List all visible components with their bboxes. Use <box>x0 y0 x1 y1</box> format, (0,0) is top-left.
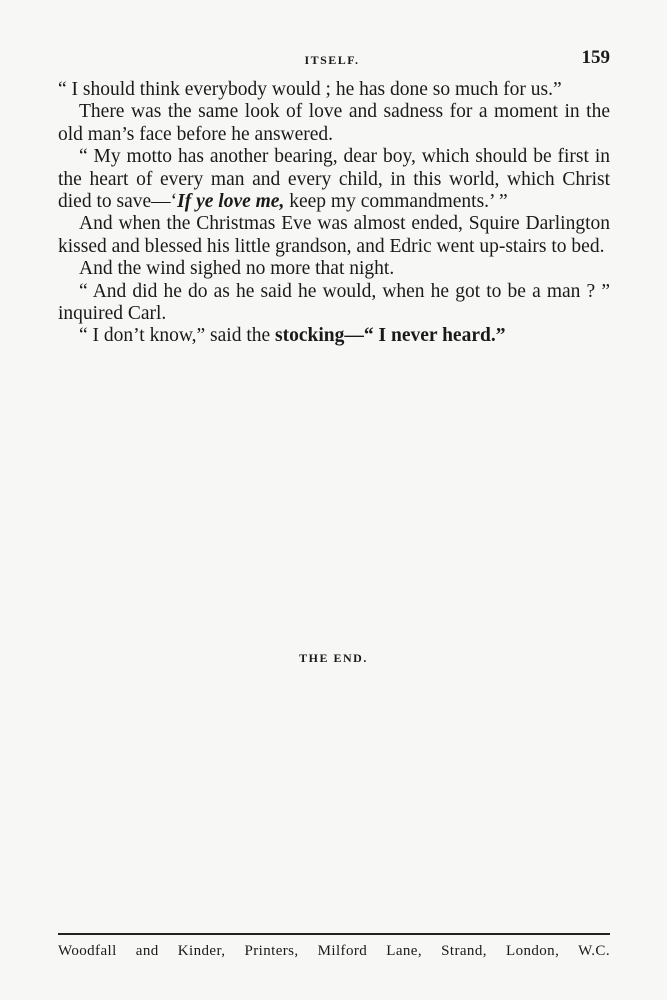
paragraph-4: And when the Christmas Eve was almost ended, Squire Darlington kissed and blessed his little grandson, and Edric went up-stairs to bed. <box>58 213 610 257</box>
paragraph-6: “ And did he do as he said he would, when he got to be a man ? ” inquired Carl. <box>58 280 610 325</box>
page-number: 159 <box>581 47 610 68</box>
running-head <box>0 47 667 73</box>
paragraph-7 <box>58 325 610 347</box>
imprint-rule <box>58 933 610 935</box>
paragraph-3 <box>58 146 610 213</box>
paragraph-7-text: “ I don’t know,” said the <box>79 325 276 347</box>
running-title: ITSELF. <box>304 53 360 67</box>
printer-imprint: Woodfall and Kinder, Printers, Milford Lane, Strand, London, W.C. <box>58 943 610 959</box>
paragraph-5: And the wind sighed no more that night. <box>79 258 395 280</box>
paragraph-3-tail: keep my commandments.’ ” <box>284 191 508 213</box>
paragraph-7-bold: stocking—“ I never heard.” <box>275 325 506 347</box>
body-text <box>58 79 610 348</box>
end-mark: THE END. <box>299 651 368 665</box>
paragraph-3-italic: If ye love me, <box>177 191 285 213</box>
paragraph-1: “ I should think everybody would ; he has done so much for us.” <box>58 79 562 100</box>
paragraph-3-text: “ My motto has another bearing, dear boy, which should be first in the heart of every man and every child, in this world, which Christ died to save—‘ <box>58 146 610 213</box>
paragraph-2: There was the same look of love and sadness for a moment in the old man’s face before he answered. <box>58 101 610 145</box>
